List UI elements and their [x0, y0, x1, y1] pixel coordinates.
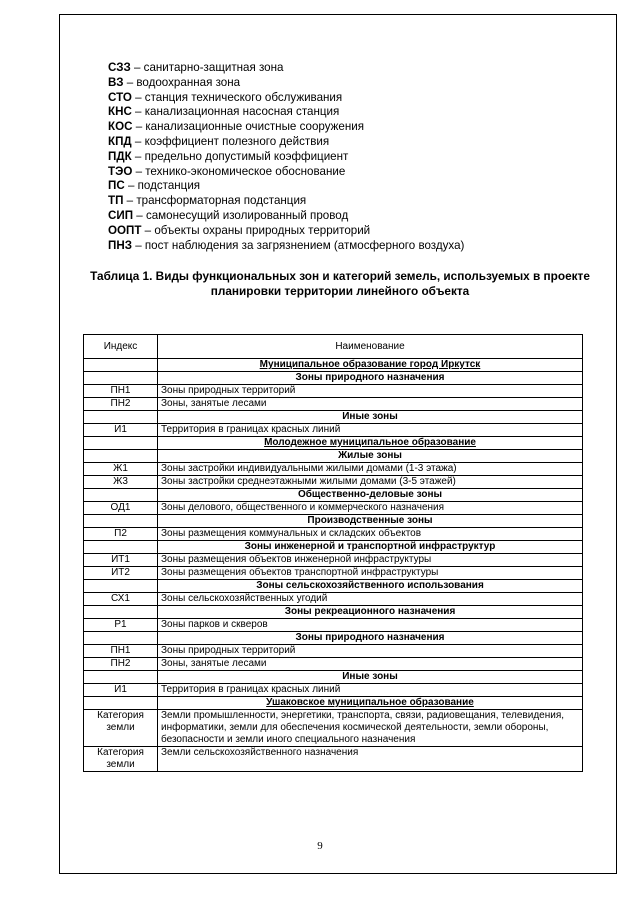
dash-separator: –: [123, 194, 137, 208]
zone-index: ПН1: [84, 385, 158, 398]
zone-index: Категория земли: [84, 710, 158, 747]
municipality-row: [84, 437, 583, 450]
table-row: [84, 424, 583, 437]
zone-name: Зоны природных территорий: [158, 385, 583, 398]
empty-index-cell: [84, 580, 158, 593]
table-row: [84, 398, 583, 411]
abbreviation-item: [108, 105, 464, 120]
page-number: 9: [317, 840, 323, 852]
zone-index: ПН2: [84, 658, 158, 671]
abbreviation-description: технико-экономическое обоснование: [145, 164, 346, 178]
zone-name: Территория в границах красных линий: [158, 684, 583, 697]
header-index: Индекс: [84, 335, 158, 359]
abbreviation-description: канализационная насосная станция: [144, 105, 340, 119]
abbreviation-item: [108, 120, 464, 135]
abbreviation-item: [108, 135, 464, 150]
dash-separator: –: [141, 223, 155, 237]
empty-index-cell: [84, 606, 158, 619]
zone-index: ПН2: [84, 398, 158, 411]
zone-name: Зоны, занятые лесами: [158, 398, 583, 411]
abbreviation-description: коэффициент полезного действия: [144, 134, 330, 148]
zones-table: [83, 334, 583, 772]
table-header-row: [84, 335, 583, 359]
empty-index-cell: [84, 489, 158, 502]
category-row: [84, 747, 583, 772]
dash-separator: –: [131, 238, 145, 252]
abbreviation-item: [108, 61, 464, 76]
zone-index: ИТ2: [84, 567, 158, 580]
section-name: Зоны рекреационного назначения: [158, 606, 583, 619]
section-name: Зоны природного назначения: [158, 372, 583, 385]
abbreviation-description: предельно допустимый коэффициент: [144, 149, 349, 163]
zone-index: Ж3: [84, 476, 158, 489]
municipality-name: Молодежное муниципальное образование: [158, 437, 583, 450]
zone-index: ОД1: [84, 502, 158, 515]
header-name: Наименование: [158, 335, 583, 359]
table-row: [84, 645, 583, 658]
table-row: [84, 463, 583, 476]
abbreviation-code: КОС: [108, 120, 133, 134]
zone-name: Зоны размещения объектов инженерной инфраструктуры: [158, 554, 583, 567]
municipality-row: [84, 697, 583, 710]
zone-name: Зоны сельскохозяйственных угодий: [158, 593, 583, 606]
zone-name: Зоны делового, общественного и коммерческого назначения: [158, 502, 583, 515]
abbreviation-item: [108, 76, 464, 91]
empty-index-cell: [84, 515, 158, 528]
table-row: [84, 684, 583, 697]
table-row: [84, 567, 583, 580]
section-row: [84, 372, 583, 385]
abbreviation-item: [108, 224, 464, 239]
abbreviation-description: водоохранная зона: [136, 75, 241, 89]
zone-index: Ж1: [84, 463, 158, 476]
zone-index: Категория земли: [84, 747, 158, 772]
abbreviation-code: ООПТ: [108, 223, 142, 237]
zone-name: Зоны размещения объектов транспортной инфраструктуры: [158, 567, 583, 580]
zone-name: Зоны застройки индивидуальными жилыми домами (1-3 этажа): [158, 463, 583, 476]
abbreviation-item: [108, 179, 464, 194]
abbreviation-code: СЗЗ: [108, 61, 131, 74]
zone-index: И1: [84, 684, 158, 697]
municipality-name: Ушаковское муниципальное образование: [158, 697, 583, 710]
zone-name: Зоны природных территорий: [158, 645, 583, 658]
empty-index-cell: [84, 632, 158, 645]
abbreviation-description: объекты охраны природных территорий: [154, 223, 371, 237]
zone-name: Зоны размещения коммунальных и складских объектов: [158, 528, 583, 541]
abbreviation-code: КНС: [108, 105, 132, 119]
dash-separator: –: [132, 120, 146, 134]
table-row: [84, 593, 583, 606]
municipality-name: Муниципальное образование город Иркутск: [158, 359, 583, 372]
table-row: [84, 528, 583, 541]
empty-index-cell: [84, 450, 158, 463]
empty-index-cell: [84, 372, 158, 385]
abbreviation-description: самонесущий изолированный провод: [145, 208, 349, 222]
empty-index-cell: [84, 359, 158, 372]
empty-index-cell: [84, 437, 158, 450]
section-name: Иные зоны: [158, 411, 583, 424]
section-row: [84, 411, 583, 424]
abbreviation-description: канализационные очистные сооружения: [145, 120, 365, 134]
abbreviation-description: пост наблюдения за загрязнением (атмосферного воздуха): [144, 238, 465, 252]
section-name: Зоны сельскохозяйственного использования: [158, 580, 583, 593]
category-row: [84, 710, 583, 747]
zone-index: ИТ1: [84, 554, 158, 567]
abbreviation-item: [108, 194, 464, 209]
section-name: Жилые зоны: [158, 450, 583, 463]
zone-name: Зоны парков и скверов: [158, 619, 583, 632]
zone-index: П2: [84, 528, 158, 541]
abbreviation-code: КПД: [108, 134, 132, 148]
abbreviation-description: подстанция: [137, 179, 201, 193]
table-row: [84, 502, 583, 515]
section-row: [84, 632, 583, 645]
table-row: [84, 385, 583, 398]
table-row: [84, 619, 583, 632]
abbreviation-item: [108, 165, 464, 180]
dash-separator: –: [131, 90, 145, 104]
dash-separator: –: [131, 105, 145, 119]
section-row: [84, 606, 583, 619]
section-row: [84, 580, 583, 593]
abbreviation-code: СИП: [108, 208, 134, 222]
abbreviation-code: ТП: [108, 194, 124, 208]
table-title: Таблица 1. Виды функциональных зон и категорий земель, используемых в проекте планировки территории линейного объекта: [90, 269, 590, 298]
zone-index: СХ1: [84, 593, 158, 606]
dash-separator: –: [124, 179, 138, 193]
zone-name: Зоны застройки среднеэтажными жилыми домами (3-5 этажей): [158, 476, 583, 489]
abbreviation-item: [108, 91, 464, 106]
table-row: [84, 476, 583, 489]
section-name: Иные зоны: [158, 671, 583, 684]
abbreviation-description: станция технического обслуживания: [144, 90, 343, 104]
abbreviation-code: ТЭО: [108, 164, 133, 178]
section-row: [84, 541, 583, 554]
zone-name: Земли сельскохозяйственного назначения: [158, 747, 583, 772]
zone-index: ПН1: [84, 645, 158, 658]
section-row: [84, 450, 583, 463]
abbreviation-item: [108, 209, 464, 224]
dash-separator: –: [132, 164, 146, 178]
abbreviation-code: СТО: [108, 90, 132, 104]
zone-name: Земли промышленности, энергетики, транспорта, связи, радиовещания, телевидения, информатики, земли для обеспечения космической деятельности, земли обороны, безопасности и земли иного специального назначения: [158, 710, 583, 747]
abbreviation-item: [108, 150, 464, 165]
abbreviation-description: трансформаторная подстанция: [136, 194, 307, 208]
empty-index-cell: [84, 671, 158, 684]
section-name: Зоны инженерной и транспортной инфраструктур: [158, 541, 583, 554]
abbreviation-list: [108, 61, 464, 253]
section-name: Общественно-деловые зоны: [158, 489, 583, 502]
section-row: [84, 671, 583, 684]
dash-separator: –: [130, 61, 144, 74]
section-row: [84, 489, 583, 502]
zone-name: Территория в границах красных линий: [158, 424, 583, 437]
dash-separator: –: [133, 208, 146, 222]
dash-separator: –: [123, 75, 137, 89]
empty-index-cell: [84, 541, 158, 554]
empty-index-cell: [84, 411, 158, 424]
abbreviation-code: ВЗ: [108, 75, 124, 89]
zone-index: Р1: [84, 619, 158, 632]
table-row: [84, 658, 583, 671]
zone-index: И1: [84, 424, 158, 437]
abbreviation-item: [108, 239, 464, 254]
dash-separator: –: [131, 134, 145, 148]
section-name: Зоны природного назначения: [158, 632, 583, 645]
zone-name: Зоны, занятые лесами: [158, 658, 583, 671]
dash-separator: –: [131, 149, 145, 163]
section-row: [84, 515, 583, 528]
empty-index-cell: [84, 697, 158, 710]
abbreviation-description: санитарно-защитная зона: [143, 61, 284, 74]
abbreviation-code: ПС: [108, 179, 125, 193]
section-name: Производственные зоны: [158, 515, 583, 528]
abbreviation-code: ПДК: [108, 149, 132, 163]
abbreviation-code: ПНЗ: [108, 238, 132, 252]
municipality-row: [84, 359, 583, 372]
table-row: [84, 554, 583, 567]
